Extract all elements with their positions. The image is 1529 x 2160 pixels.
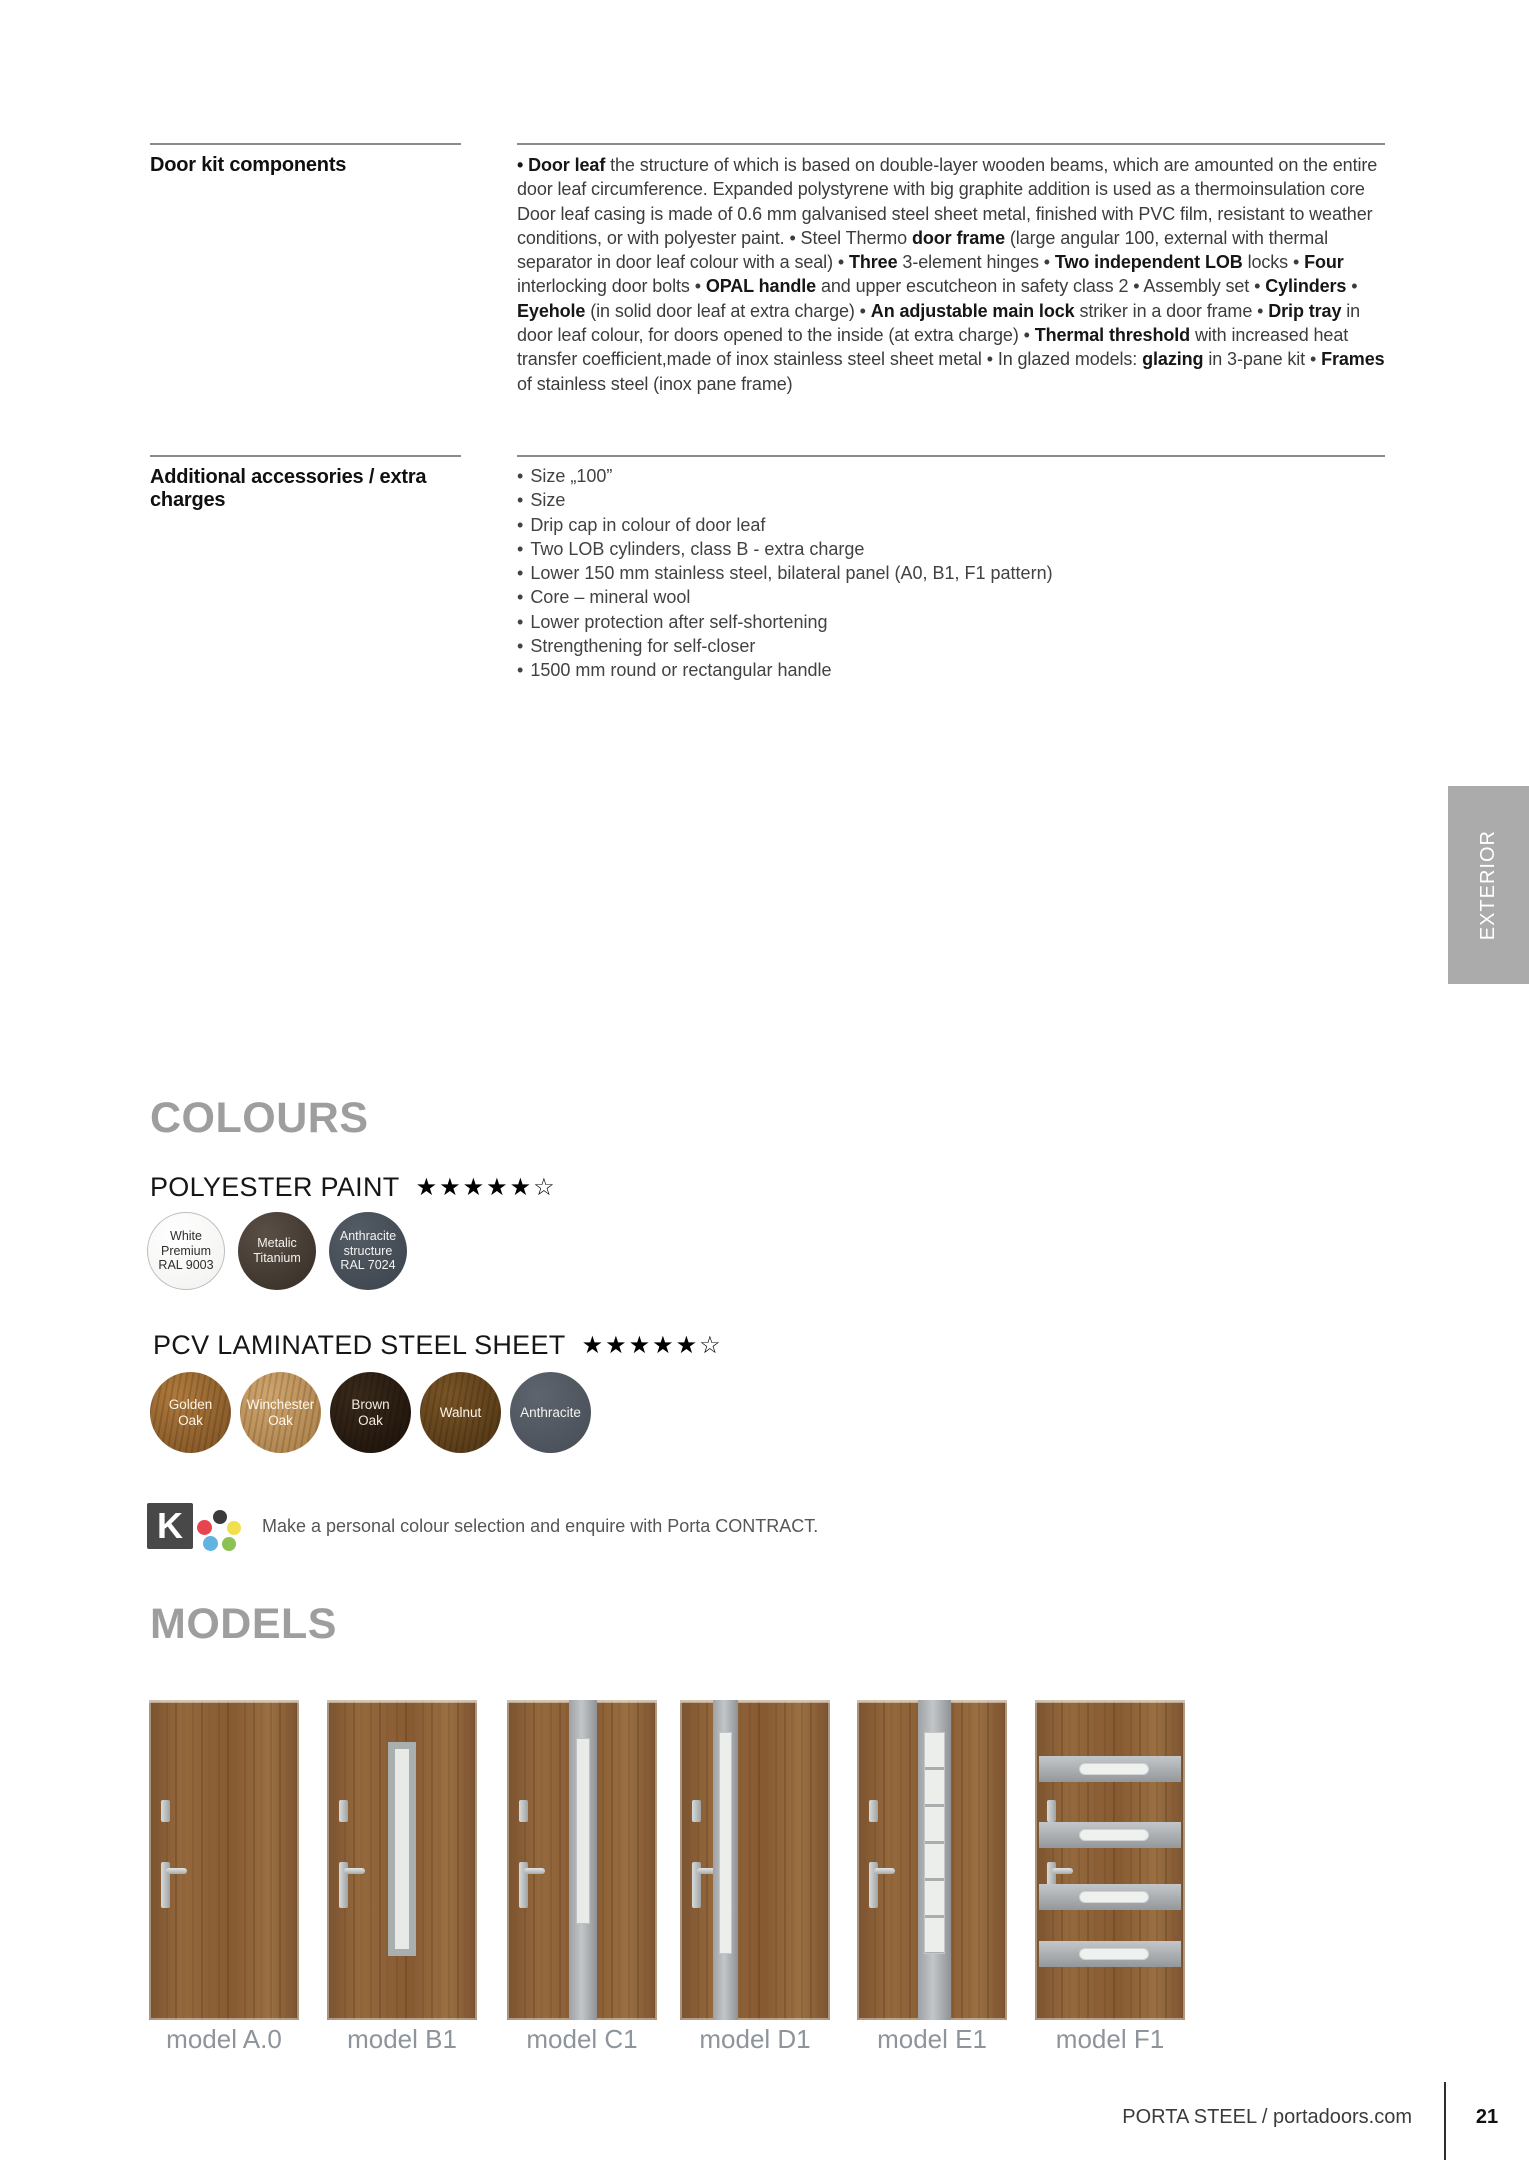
colour-swatch-label: Titanium — [253, 1251, 301, 1265]
accessory-item — [517, 658, 1385, 682]
colour-swatch-label: Oak — [268, 1412, 293, 1428]
door-kit-term: glazing — [1142, 349, 1204, 370]
bullet-icon: • — [517, 587, 524, 608]
models-heading: MODELS — [150, 1600, 337, 1648]
page-number: 21 — [1475, 2106, 1499, 2128]
horizontal-steel-stripe — [1039, 1884, 1181, 1910]
accessory-item — [517, 610, 1385, 634]
accessory-item-text: Drip cap in colour of door leaf — [530, 514, 766, 535]
bullet-icon: • — [517, 660, 524, 681]
horizontal-glass-insert — [1079, 1829, 1149, 1841]
door-kit-text: (large angular 100, external with thermal separator in door leaf colour with a seal) • — [517, 227, 1328, 273]
colour-swatch-label: Brown — [351, 1396, 390, 1412]
pcv-steel-sheet-title-text: PCV LAMINATED STEEL SHEET — [153, 1330, 566, 1360]
accessory-item — [517, 561, 1385, 585]
colour-swatch-label: Premium — [160, 1243, 211, 1258]
accessory-item-text: Strengthening for self-closer — [530, 636, 756, 657]
door-handle — [166, 1868, 187, 1874]
accessory-item-text: Two LOB cylinders, class B - extra charge — [530, 538, 865, 559]
horizontal-glass-insert — [1079, 1948, 1149, 1960]
contract-note: Make a personal colour selection and enquire with Porta CONTRACT. — [262, 1516, 819, 1536]
horizontal-steel-stripe — [1039, 1756, 1181, 1782]
colour-swatch — [330, 1372, 411, 1453]
model-label: model B1 — [347, 2024, 457, 2054]
pcv-steel-sheet-title — [153, 1330, 723, 1361]
exterior-side-tab-label: EXTERIOR — [1477, 829, 1499, 941]
accessories-list — [517, 457, 1385, 683]
accessory-item — [517, 513, 1385, 537]
vertical-glass-panel — [719, 1732, 732, 1954]
accessories-heading: Additional accessories / extra charges — [150, 466, 427, 511]
door-kit-term: Three — [848, 252, 898, 273]
polyester-paint-rating-stars: ★★★★★☆ — [415, 1174, 557, 1201]
door-photo-model-b1 — [327, 1700, 477, 2020]
exterior-side-tab — [1448, 786, 1529, 984]
door-kit-term: Four — [1304, 252, 1344, 273]
k-logo-letter: K — [157, 1505, 183, 1546]
colour-dot-icon — [213, 1510, 227, 1524]
colour-swatch-label: Anthracite — [339, 1228, 397, 1243]
horizontal-steel-stripe — [1039, 1822, 1181, 1848]
accessory-item-text: Size „100” — [530, 466, 613, 486]
colour-dot-icon — [197, 1520, 212, 1535]
model-label: model F1 — [1055, 2024, 1165, 2054]
door-kit-term: • Door leaf — [517, 155, 606, 175]
polyester-paint-title — [150, 1172, 557, 1203]
colour-swatch-label: White — [170, 1228, 202, 1243]
pcv-swatch-row — [150, 1372, 600, 1453]
colour-swatch-label: Golden — [168, 1396, 213, 1412]
porta-contract-k-logo — [147, 1503, 193, 1549]
colour-swatch — [329, 1212, 407, 1290]
door-kit-text: (in solid door leaf at extra charge) • — [585, 300, 871, 321]
colour-swatch — [510, 1372, 591, 1453]
accessory-item — [517, 537, 1385, 561]
accessory-item — [517, 634, 1385, 658]
bullet-icon: • — [517, 466, 524, 486]
model-label: model C1 — [526, 2024, 638, 2054]
door-kit-text: with increased heat transfer coefficient,made of inox stainless steel sheet metal • In glazed models: — [517, 325, 1349, 370]
bullet-icon: • — [517, 490, 524, 511]
accessory-item — [517, 585, 1385, 609]
door-kit-term: Thermal threshold — [1034, 325, 1191, 346]
door-kit-heading: Door kit components — [150, 154, 347, 176]
vertical-glass-panel — [388, 1742, 416, 1956]
bullet-icon: • — [517, 563, 524, 584]
colour-swatch-label: Metalic — [257, 1236, 297, 1251]
polyester-paint-title-text: POLYESTER PAINT — [150, 1172, 400, 1202]
pcv-steel-sheet-rating-stars: ★★★★★☆ — [581, 1332, 723, 1359]
bullet-icon: • — [517, 538, 524, 559]
accessory-item-text: Size — [530, 490, 566, 511]
colour-dot-icon — [222, 1537, 236, 1551]
horizontal-glass-insert — [1079, 1763, 1149, 1775]
door-escutcheon — [339, 1800, 348, 1822]
accessories-section — [150, 455, 461, 512]
colour-swatch-label: Oak — [358, 1412, 383, 1428]
colour-swatch-label: structure — [343, 1243, 393, 1258]
door-kit-description — [517, 145, 1385, 396]
colour-dot-icon — [203, 1536, 218, 1551]
accessory-item — [517, 488, 1385, 512]
accessory-item-text: Lower 150 mm stainless steel, bilateral panel (A0, B1, F1 pattern) — [530, 563, 1053, 584]
door-handle — [344, 1868, 365, 1874]
door-kit-term: Frames — [1321, 349, 1385, 370]
door-photo-model-a.0 — [149, 1700, 299, 2020]
door-photo-model-f1 — [1035, 1700, 1185, 2020]
colour-swatch-label: RAL 9003 — [158, 1258, 214, 1273]
door-kit-term: Cylinders — [1265, 276, 1347, 297]
door-kit-term: Eyehole — [517, 300, 586, 321]
footer-divider — [1444, 2082, 1446, 2160]
door-photo-model-e1 — [857, 1700, 1007, 2020]
segmented-glass-panel — [924, 1732, 945, 1954]
door-kit-text: • — [1346, 276, 1358, 297]
door-kit-text: and upper escutcheon in safety class 2 • Assembly set • — [816, 276, 1266, 297]
colour-swatch — [238, 1212, 316, 1290]
colour-dots-icon — [196, 1508, 244, 1556]
door-photo-model-d1 — [680, 1700, 830, 2020]
door-kit-section — [150, 143, 461, 177]
model-label: model D1 — [699, 2024, 811, 2054]
model-label: model A.0 — [166, 2024, 282, 2054]
horizontal-glass-insert — [1079, 1891, 1149, 1903]
colour-swatch — [240, 1372, 321, 1453]
accessory-item-text: 1500 mm round or rectangular handle — [530, 660, 832, 681]
colour-swatch-label: Anthracite — [520, 1404, 581, 1420]
door-kit-text: 3-element hinges • — [897, 252, 1055, 273]
door-escutcheon — [692, 1800, 701, 1822]
colour-swatch — [150, 1372, 231, 1453]
polyester-swatch-row — [147, 1212, 420, 1290]
door-kit-term: Two independent LOB — [1054, 252, 1243, 273]
vertical-glass-panel — [576, 1738, 590, 1924]
door-kit-text: locks • — [1242, 252, 1305, 273]
door-kit-body-col — [517, 143, 1385, 396]
colour-swatch-label: Walnut — [439, 1404, 482, 1420]
bullet-icon: • — [517, 611, 524, 632]
door-kit-term: OPAL handle — [705, 276, 817, 297]
door-kit-term: Drip tray — [1268, 300, 1342, 321]
bullet-icon: • — [517, 636, 524, 657]
door-kit-term: An adjustable main lock — [870, 300, 1075, 321]
colour-dot-icon — [227, 1521, 241, 1535]
colour-swatch — [147, 1212, 225, 1290]
colour-swatch-label: Oak — [178, 1412, 203, 1428]
accessory-item-text: Core – mineral wool — [530, 587, 691, 608]
door-photo-model-c1 — [507, 1700, 657, 2020]
horizontal-steel-stripe — [1039, 1941, 1181, 1967]
door-kit-text: in 3-pane kit • — [1203, 349, 1322, 370]
door-escutcheon — [1047, 1800, 1056, 1822]
door-handle — [1052, 1868, 1073, 1874]
door-kit-text: interlocking door bolts • — [517, 276, 706, 297]
door-escutcheon — [161, 1800, 170, 1822]
door-kit-text: in door leaf colour, for doors opened to the inside (at extra charge) • — [517, 300, 1361, 346]
door-kit-text: the structure of which is based on double-layer wooden beams, which are amounted on the entire door leaf circumference. Expanded polystyrene with big graphite addition is used as a thermoinsulation core Door leaf casing is made of 0.6 mm galvanised steel sheet metal, finished with PVC film, resistant to weather conditions, or with polyester paint. • Steel Thermo — [517, 155, 1378, 248]
door-kit-text: of stainless steel (inox pane frame) — [517, 373, 793, 394]
bullet-icon: • — [517, 514, 524, 535]
colour-swatch-label: Winchester — [246, 1396, 315, 1412]
door-kit-text: striker in a door frame • — [1074, 300, 1269, 321]
model-label: model E1 — [877, 2024, 987, 2054]
door-kit-term: door frame — [911, 227, 1005, 248]
colours-heading: COLOURS — [150, 1094, 369, 1142]
door-escutcheon — [519, 1800, 528, 1822]
accessory-item-text: Lower protection after self-shortening — [530, 611, 828, 632]
accessories-body-col — [517, 455, 1385, 683]
door-escutcheon — [869, 1800, 878, 1822]
accessory-item — [517, 464, 1385, 488]
door-handle — [524, 1868, 545, 1874]
colour-swatch — [420, 1372, 501, 1453]
footer-brand-url: PORTA STEEL / portadoors.com — [1122, 2106, 1412, 2128]
door-handle — [874, 1868, 895, 1874]
colour-swatch-label: RAL 7024 — [340, 1258, 396, 1273]
